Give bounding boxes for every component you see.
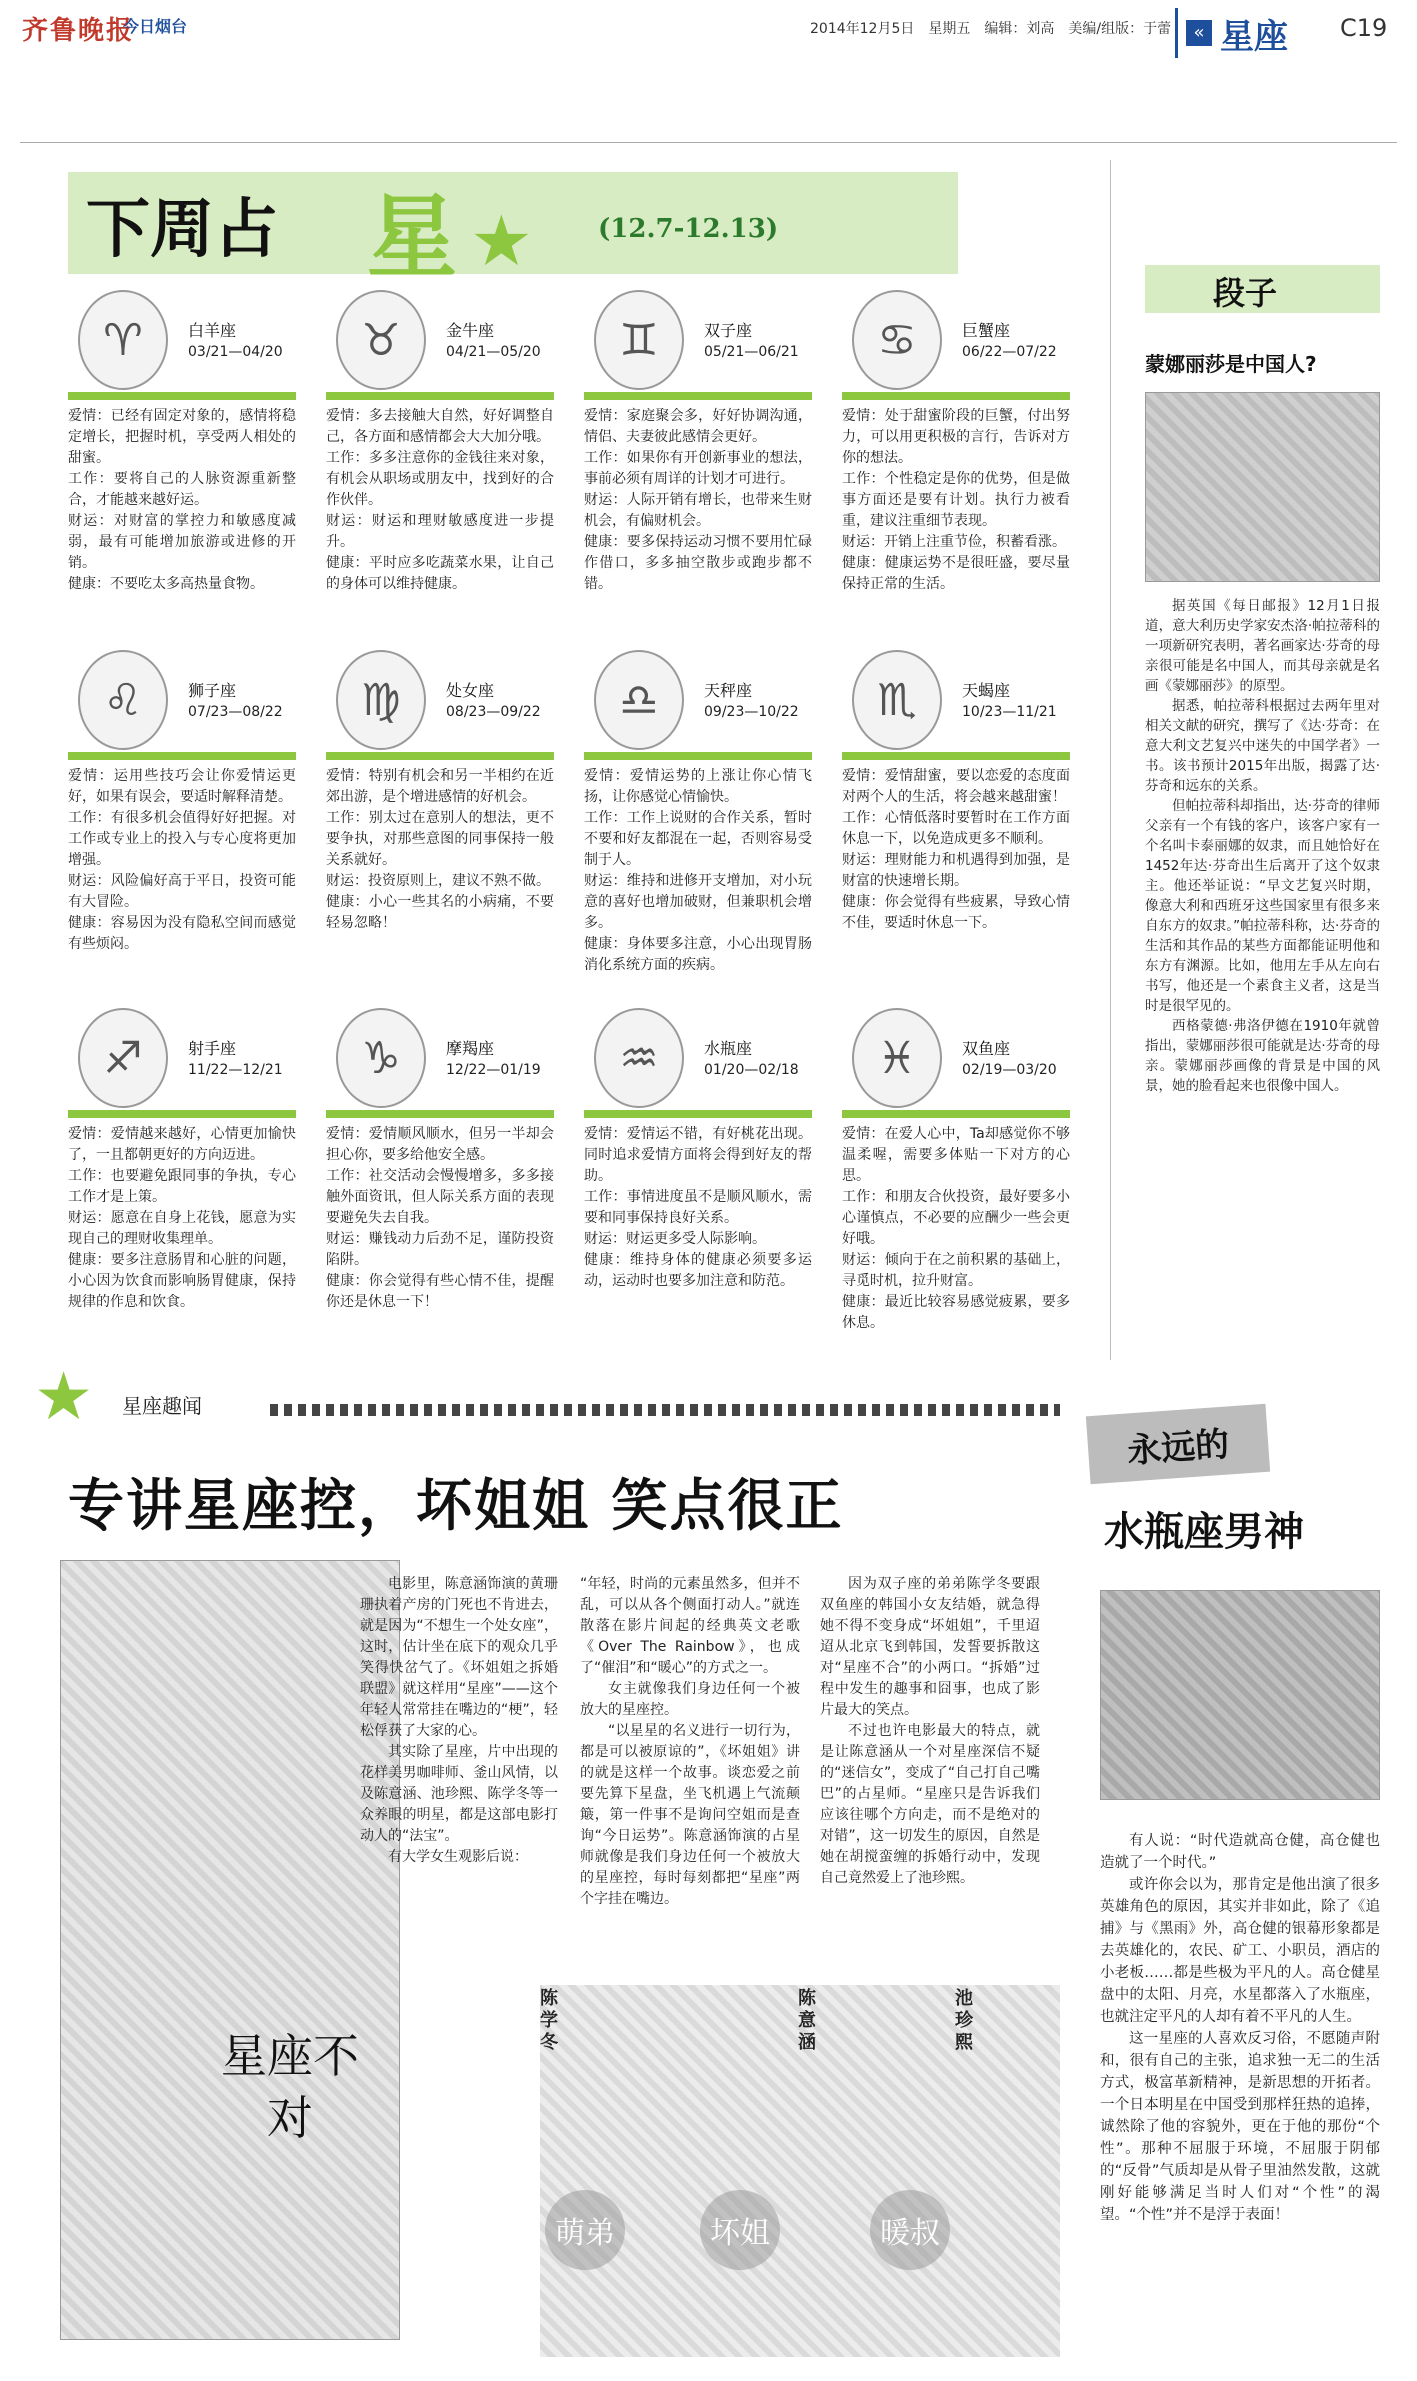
- article-paragraph: 女主就像我们身边任何一个被放大的星座控。: [580, 1681, 800, 1718]
- forecast-line: 财运：风险偏好高于平日，投资可能有大冒险。: [68, 873, 296, 910]
- article-paragraph: 有大学女生观影后说：: [388, 1849, 528, 1865]
- sign-dates: 06/22—07/22: [962, 344, 1057, 360]
- sign-forecast: [584, 1124, 812, 1292]
- forecast-line: 工作：别太过在意别人的想法，更不要争执，对那些意图的同事保持一般关系就好。: [326, 810, 554, 868]
- green-divider: [842, 392, 1070, 400]
- forecast-line: 健康：平时应多吃蔬菜水果，让自己的身体可以维持健康。: [326, 555, 554, 592]
- sign-header: [584, 1008, 809, 1120]
- forecast-line: 爱情：已经有固定对象的，感情将稳定增长，把握时机，享受两人相处的甜蜜。: [68, 408, 296, 466]
- article-col-2: [580, 1574, 800, 1910]
- green-divider: [68, 392, 296, 400]
- sign-name: 金牛座: [446, 321, 495, 340]
- sign-dates: 01/20—02/18: [704, 1062, 799, 1078]
- sign-forecast: [68, 1124, 296, 1313]
- forecast-line: 财运：倾向于在之前积累的基础上，寻觅时机，拉升财富。: [842, 1252, 1070, 1289]
- sign-dates: 05/21—06/21: [704, 344, 799, 360]
- dateline: 2014年12月5日 星期五 编辑：刘高 美编/组版：于蕾: [810, 21, 1172, 37]
- eternal-badge-text: 永远的: [1125, 1423, 1231, 1472]
- actor-photo: [60, 1560, 400, 2340]
- page-number: C19: [1340, 14, 1388, 42]
- weekly-date-range: (12.7-12.13): [598, 214, 779, 244]
- cast-name: 陈学冬: [540, 1988, 558, 2053]
- sign-dates: 04/21—05/20: [446, 344, 541, 360]
- article-col-3: [820, 1574, 1040, 1889]
- aquarius-paragraph: 有人说：“时代造就高仓健，高仓健也造就了一个时代。”: [1100, 1833, 1380, 1871]
- sign-name: 处女座: [446, 681, 495, 700]
- forecast-line: 工作：如果你有开创新事业的想法，事前必须有周详的计划才可进行。: [584, 450, 812, 487]
- forecast-line: 工作：工作上说财的合作关系，暂时不要和好友都混在一起，否则容易受制于人。: [584, 810, 812, 868]
- weekly-title-star: 星: [367, 184, 457, 290]
- joke-paragraph: 据悉，帕拉蒂科根据过去两年里对相关文献的研究，撰写了《达·芬奇：在意大利文艺复兴中迷失的中国学者》一书。该书预计2015年出版，揭露了达·芬奇和远东的关系。: [1145, 698, 1380, 794]
- cast-name: 池珍熙: [955, 1988, 973, 2053]
- forecast-line: 爱情：处于甜蜜阶段的巨蟹，付出努力，可以用更积极的言行，告诉对方你的想法。: [842, 408, 1070, 466]
- sign-dates: 09/23—10/22: [704, 704, 799, 720]
- column-divider: [1110, 160, 1111, 1360]
- section-box: [1175, 8, 1330, 58]
- sign-dates: 10/23—11/21: [962, 704, 1057, 720]
- zodiac-mascot-icon: ♊: [594, 290, 684, 390]
- edition-label: 今日烟台: [123, 17, 188, 36]
- sign-dates: 03/21—04/20: [188, 344, 283, 360]
- sign-header: [842, 650, 1067, 762]
- forecast-line: 工作：心情低落时要暂时在工作方面休息一下，以免造成更多不顺利。: [842, 810, 1070, 847]
- forecast-line: 健康：小心一些其名的小病痛，不要轻易忽略！: [326, 894, 554, 931]
- article-paragraph: 电影里，陈意涵饰演的黄珊珊执着产房的门死也不肯进去，就是因为“不想生一个处女座”，这时，估计坐在底下的观众几乎笑得快岔气了。《坏姐姐之拆婚联盟》就这样用“星座”——这个年轻人常常挂在嘴边的“梗”，轻松俘获了大家的心。: [360, 1576, 558, 1739]
- zodiac-mascot-icon: ♍: [336, 650, 426, 750]
- sign-dates: 12/22—01/19: [446, 1062, 541, 1078]
- article-paragraph: “以星星的名义进行一切行为，都是可以被原谅的”，《坏姐姐》讲的就是这样一个故事。谈恋爱之前要先算下星盘，坐飞机遇上气流颠簸，第一件事不是询问空姐而是查询“今日运势”。陈意涵饰演的占星师就像是我们身边任何一个被放大的星座控，每时每刻都把“星座”两个字挂在嘴边。: [580, 1723, 800, 1907]
- sign-dates: 02/19—03/20: [962, 1062, 1057, 1078]
- forecast-line: 财运：理财能力和机遇得到加强，是财富的快速增长期。: [842, 852, 1070, 889]
- forecast-line: 健康：健康运势不是很旺盛，要尽量保持正常的生活。: [842, 555, 1070, 592]
- zodiac-mascot-icon: ♋: [852, 290, 942, 390]
- green-divider: [584, 1110, 812, 1118]
- eternal-badge: [1086, 1404, 1270, 1484]
- zodiac-mascot-icon: ♏: [852, 650, 942, 750]
- chevron-icon: «: [1186, 20, 1212, 46]
- forecast-line: 爱情：在爱人心中，Ta却感觉你不够温柔喔，需要多体贴一下对方的心思。: [842, 1126, 1070, 1184]
- forecast-line: 爱情：多去接触大自然，好好调整自己，各方面和感情都会大大加分哦。: [326, 408, 554, 445]
- forecast-line: 爱情：爱情运不错，有好桃花出现。同时追求爱情方面将会得到好友的帮助。: [584, 1126, 812, 1184]
- forecast-line: 健康：维持身体的健康必须要多运动，运动时也要多加注意和防范。: [584, 1252, 812, 1289]
- green-divider: [326, 392, 554, 400]
- aquarius-title: 水瓶座男神: [1104, 1509, 1304, 1555]
- forecast-line: 工作：个性稳定是你的优势，但是做事方面还是要有计划。执行力被看重，建议注重细节表现。: [842, 471, 1070, 529]
- forecast-line: 财运：对财富的掌控力和敏感度减弱，最有可能增加旅游或进修的开销。: [68, 513, 296, 571]
- forecast-line: 财运：人际开销有增长，也带来生财机会，有偏财机会。: [584, 492, 812, 529]
- joke-paragraph: 西格蒙德·弗洛伊德在1910年就曾指出，蒙娜丽莎很可能就是达·芬奇的母亲。蒙娜丽莎画像的背景是中国的风景，她的脸看起来也很像中国人。: [1145, 1018, 1380, 1094]
- mona-lisa-image: [1145, 392, 1380, 582]
- masthead: 齐鲁晚报: [22, 16, 135, 46]
- forecast-line: 健康：你会觉得有些心情不佳，提醒你还是休息一下！: [326, 1273, 554, 1310]
- forecast-line: 健康：不要吃太多高热量食物。: [68, 576, 264, 592]
- forecast-line: 工作：要将自己的人脉资源重新整合，才能越来越好运。: [68, 471, 296, 508]
- zodiac-mascot-icon: ♐: [78, 1008, 168, 1108]
- green-divider: [584, 752, 812, 760]
- article-paragraph: 因为双子座的弟弟陈学冬要跟双鱼座的韩国小女友结婚，就急得她不得不变身成“坏姐姐”，千里迢迢从北京飞到韩国，发誓要拆散这对“星座不合”的小两口。“拆婚”过程中发生的趣事和囧事，也成了影片最大的笑点。: [820, 1576, 1040, 1718]
- sign-name: 水瓶座: [704, 1039, 753, 1058]
- forecast-line: 工作：多多注意你的金钱往来对象，有机会从职场或朋友中，找到好的合作伙伴。: [326, 450, 554, 508]
- sign-header: [326, 290, 551, 402]
- star-icon: ★: [470, 200, 533, 282]
- forecast-line: 爱情：爱情运势的上涨让你心情飞扬，让你感觉心情愉快。: [584, 768, 812, 805]
- sign-name: 白羊座: [188, 321, 237, 340]
- sign-forecast: [842, 766, 1070, 934]
- forecast-line: 财运：财运和理财敏感度进一步提升。: [326, 513, 554, 550]
- sign-header: [326, 650, 551, 762]
- sign-forecast: [842, 406, 1070, 595]
- green-divider: [842, 1110, 1070, 1118]
- sign-forecast: [68, 766, 296, 955]
- green-divider: [68, 752, 296, 760]
- forecast-line: 健康：最近比较容易感觉疲累，要多休息。: [842, 1294, 1070, 1331]
- sign-header: [68, 290, 293, 402]
- sign-forecast: [842, 1124, 1070, 1334]
- forecast-line: 财运：财运更多受人际影响。: [584, 1231, 766, 1247]
- green-divider: [584, 392, 812, 400]
- forecast-line: 工作：也要避免跟同事的争执，专心工作才是上策。: [68, 1168, 296, 1205]
- forecast-line: 健康：容易因为没有隐私空间而感觉有些烦闷。: [68, 915, 296, 952]
- zodiac-mascot-icon: ♒: [594, 1008, 684, 1108]
- section-title: 星座: [1220, 16, 1288, 57]
- sign-forecast: [584, 406, 812, 595]
- article-paragraph: 不过也许电影最大的特点，就是让陈意涵从一个对星座深信不疑的“迷信女”，变成了“自己打自己嘴巴”的占星师。“星座只是告诉我们应该往哪个方向走，而不是绝对的对错”，这一切发生的原因，自然是她在胡搅蛮缠的拆婚行动中，发现自己竟然爱上了池珍熙。: [820, 1723, 1040, 1886]
- cast-badge: 坏姐: [700, 2190, 780, 2270]
- sign-name: 天秤座: [704, 681, 753, 700]
- sign-name: 摩羯座: [446, 1039, 495, 1058]
- green-divider: [326, 1110, 554, 1118]
- sign-header: [842, 1008, 1067, 1120]
- sign-forecast: [326, 406, 554, 595]
- zodiac-mascot-icon: ♉: [336, 290, 426, 390]
- sign-forecast: [68, 406, 296, 595]
- forecast-line: 工作：和朋友合伙投资，最好要多小心谨慎点，不必要的应酬少一些会更好哦。: [842, 1189, 1070, 1247]
- article-star-icon: ★: [34, 1358, 94, 1435]
- aquarius-paragraph: 或许你会以为，那肯定是他出演了很多英雄角色的原因，其实并非如此，除了《追捕》与《黑雨》外，高仓健的银幕形象都是去英雄化的，农民、矿工、小职员，酒店的小老板……都是些极为平凡的人。高仓健星盘中的太阳、月亮，水星都落入了水瓶座，也就注定平凡的人却有着不平凡的人生。: [1100, 1877, 1380, 2025]
- forecast-line: 工作：有很多机会值得好好把握。对工作或专业上的投入与专心度将更加增强。: [68, 810, 296, 868]
- zodiac-mascot-icon: ♌: [78, 650, 168, 750]
- joke-title: 蒙娜丽莎是中国人?: [1145, 352, 1317, 376]
- green-divider: [68, 1110, 296, 1118]
- zodiac-mascot-icon: ♈: [78, 290, 168, 390]
- forecast-line: 爱情：家庭聚会多，好好协调沟通，情侣、夫妻彼此感情会更好。: [584, 408, 812, 445]
- article-paragraph: 其实除了星座，片中出现的花样美男咖啡师、釜山风情，以及陈意涵、池珍熙、陈学冬等一众养眼的明星，都是这部电影打动人的“法宝”。: [360, 1744, 558, 1844]
- joke-paragraph: 据英国《每日邮报》12月1日报道，意大利历史学家安杰洛·帕拉蒂科的一项新研究表明，著名画家达·芬奇的母亲很可能是名中国人，而其母亲就是名画《蒙娜丽莎》的原型。: [1145, 598, 1380, 694]
- zodiac-mascot-icon: ♑: [336, 1008, 426, 1108]
- article-col-1: [360, 1574, 558, 1868]
- green-divider: [326, 752, 554, 760]
- forecast-line: 财运：赚钱动力后劲不足，谨防投资陷阱。: [326, 1231, 554, 1268]
- forecast-line: 工作：事情进度虽不是顺风顺水，需要和同事保持良好关系。: [584, 1189, 812, 1226]
- aquarius-paragraph: 这一星座的人喜欢反习俗，不愿随声附和，很有自己的主张，追求独一无二的生活方式，极富革新精神，是新思想的开拓者。一个日本明星在中国受到那样狂热的追捧，诚然除了他的容貌外，更在于他的那份“个性”。那种不屈服于环境，不屈服于阴郁的“反骨”气质却是从骨子里油然发散，这就刚好能够满足当时人们对“个性”的渴望。“个性”并不是浮于表面！: [1100, 2031, 1380, 2223]
- forecast-line: 健康：你会觉得有些疲累，导致心情不佳，要适时休息一下。: [842, 894, 1070, 931]
- forecast-line: 财运：愿意在自身上花钱，愿意为实现自己的理财收集理单。: [68, 1210, 296, 1247]
- forecast-line: 爱情：运用些技巧会让你爱情运更好，如果有误会，要适时解释清楚。: [68, 768, 296, 805]
- pillow-text: 星座不对: [221, 2029, 359, 2145]
- forecast-line: 爱情：爱情顺风顺水，但另一半却会担心你，要多给他安全感。: [326, 1126, 554, 1163]
- sign-header: [68, 650, 293, 762]
- cast-badge: 萌弟: [545, 2190, 625, 2270]
- sign-name: 射手座: [188, 1039, 237, 1058]
- weekly-title: 下周占: [86, 192, 278, 267]
- sign-name: 巨蟹座: [962, 321, 1011, 340]
- cast-badge: 暖叔: [870, 2190, 950, 2270]
- sign-name: 狮子座: [188, 681, 237, 700]
- sign-forecast: [584, 766, 812, 976]
- actor-portrait: [1100, 1590, 1380, 1800]
- green-divider: [842, 752, 1070, 760]
- sign-forecast: [326, 766, 554, 934]
- joke-body: [1145, 596, 1380, 1096]
- sign-header: [584, 290, 809, 402]
- forecast-line: 工作：社交活动会慢慢增多，多多接触外面资讯，但人际关系方面的表现要避免失去自我。: [326, 1168, 554, 1226]
- sign-dates: 07/23—08/22: [188, 704, 283, 720]
- joke-paragraph: 但帕拉蒂科却指出，达·芬奇的律师父亲有一个有钱的客户，该客户家有一个名叫卡泰丽娜的奴隶，而且她恰好在1452年达·芬奇出生后离开了这个奴隶主。他还举证说：“早文艺复兴时期，像意大利和西班牙这些国家里有很多来自东方的奴隶。”帕拉蒂科称，达·芬奇的生活和其作品的某些方面都能证明他和东方有渊源。比如，他用左手从左向右书写，他还是一个素食主义者，这是当时是很罕见的。: [1145, 798, 1380, 1014]
- wavy-divider: [270, 1404, 1060, 1416]
- article-headline: 专讲星座控，坏姐姐 笑点很正: [68, 1474, 844, 1539]
- article-tag: 星座趣闻: [122, 1394, 202, 1418]
- article-paragraph: “年轻，时尚的元素虽然多，但并不乱，可以从各个侧面打动人。”就连散落在影片间起的经典英文老歌《Over The Rainbow》，也成了“催泪”和“暖心”的方式之一。: [580, 1576, 800, 1676]
- sign-header: [842, 290, 1067, 402]
- forecast-line: 健康：要多注意肠胃和心脏的问题，小心因为饮食而影响肠胃健康，保持规律的作息和饮食。: [68, 1252, 296, 1310]
- sign-forecast: [326, 1124, 554, 1313]
- forecast-line: 财运：开销上注重节俭，积蓄看涨。: [842, 534, 1066, 550]
- header-divider: [20, 142, 1397, 143]
- forecast-line: 爱情：爱情甜蜜，要以恋爱的态度面对两个人的生活，将会越来越甜蜜！: [842, 768, 1070, 805]
- sign-name: 双鱼座: [962, 1039, 1011, 1058]
- forecast-line: 财运：维持和进修开支增加，对小玩意的喜好也增加破财，但兼职机会增多。: [584, 873, 812, 931]
- forecast-line: 爱情：特别有机会和另一半相约在近郊出游，是个增进感情的好机会。: [326, 768, 554, 805]
- aquarius-body: [1100, 1830, 1380, 2226]
- zodiac-mascot-icon: ♓: [852, 1008, 942, 1108]
- forecast-line: 爱情：爱情越来越好，心情更加愉快了，一且都朝更好的方向迈进。: [68, 1126, 296, 1163]
- forecast-line: 健康：要多保持运动习惯不要用忙碌作借口，多多抽空散步或跑步都不错。: [584, 534, 812, 592]
- sign-dates: 08/23—09/22: [446, 704, 541, 720]
- sign-header: [584, 650, 809, 762]
- sign-name: 双子座: [704, 321, 753, 340]
- zodiac-mascot-icon: ♎: [594, 650, 684, 750]
- joke-heading: 段子: [1213, 274, 1278, 312]
- sign-header: [326, 1008, 551, 1120]
- sign-name: 天蝎座: [962, 681, 1011, 700]
- forecast-line: 财运：投资原则上，建议不熟不做。: [326, 873, 550, 889]
- cast-name: 陈意涵: [798, 1988, 816, 2053]
- sign-dates: 11/22—12/21: [188, 1062, 283, 1078]
- sign-header: [68, 1008, 293, 1120]
- forecast-line: 健康：身体要多注意，小心出现胃肠消化系统方面的疾病。: [584, 936, 812, 973]
